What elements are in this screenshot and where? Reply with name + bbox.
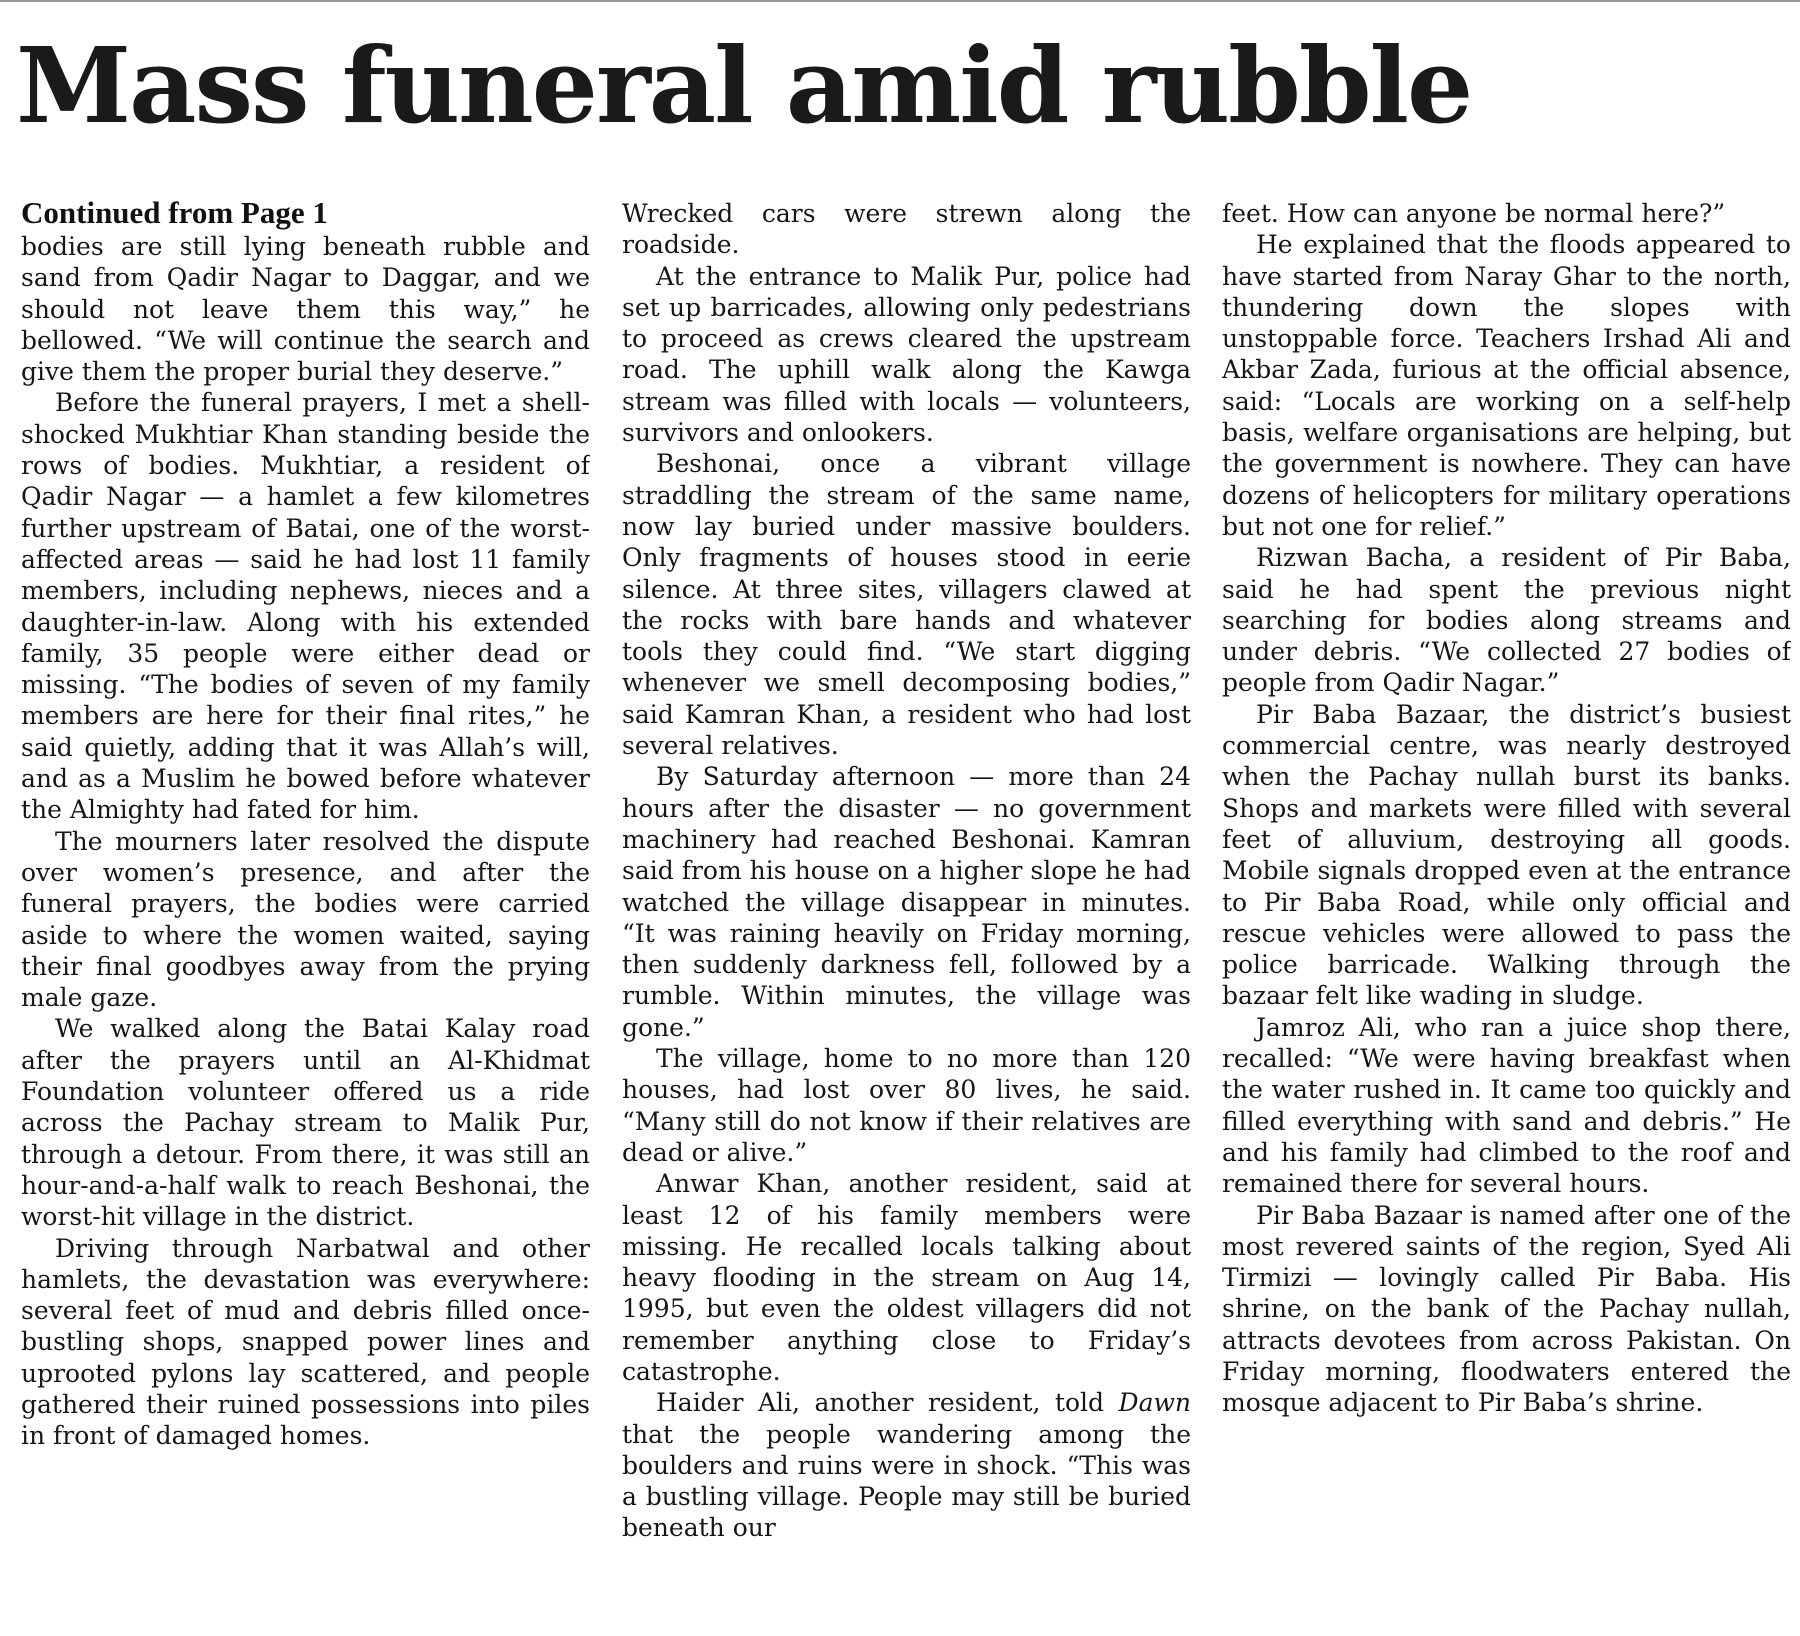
column-1 [21, 198, 590, 1630]
column-3 [1222, 198, 1791, 1630]
paragraph-text: that the people wandering among the boulders and ruins were in shock. “This was a bustling village. People may still be buried beneath our [622, 1419, 1191, 1543]
paragraph: Jamroz Ali, who ran a juice shop there, recalled: “We were having breakfast when the water rushed in. It came too quickly and filled everything with sand and debris.” He and his family had climbed to the roof and remained there for several hours. [1222, 1012, 1791, 1199]
paragraph-text: Haider Ali, another resident, told [656, 1388, 1119, 1418]
headline: Mass funeral amid rubble [16, 24, 1472, 147]
paragraph: Anwar Khan, another resident, said at least 12 of his family members were missing. He recalled locals talking about heavy flooding in the stream on Aug 14, 1995, but even the oldest villagers did not remember anything close to Friday’s catastrophe. [622, 1169, 1191, 1386]
column-2 [622, 198, 1191, 1630]
paragraph: We walked along the Batai Kalay road after the prayers until an Al-Khidmat Foundation volunteer offered us a ride across the Pachay stream to Malik Pur, through a detour. From there, it was still an hour-and-a-half walk to reach Beshonai, the worst-hit village in the district. [21, 1014, 590, 1232]
paragraph: feet. How can anyone be normal here?” [1222, 199, 1726, 228]
paragraph: Beshonai, once a vibrant village straddling the stream of the same name, now lay buried under massive boulders. Only fragments of houses stood in eerie silence. At three sites, villagers clawed at the rocks with bare hands and whatever tools they could find. “We start digging whenever we smell decomposing bodies,” said Kamran Khan, a resident who had lost several relatives. [622, 449, 1191, 761]
paragraph: Wrecked cars were strewn along the roadside. [622, 199, 1191, 260]
article-body [21, 198, 1791, 1630]
paragraph: Pir Baba Bazaar is named after one of the most revered saints of the region, Syed Ali Tirmizi — lovingly called Pir Baba. His shrine, on the bank of the Pachay nullah, attracts devotees from across Pakistan. On Friday morning, floodwaters entered the mosque adjacent to Pir Baba’s shrine. [1222, 1200, 1791, 1418]
paragraph: At the entrance to Malik Pur, police had set up barricades, allowing only pedestrians to proceed as crews cleared the upstream road. The uphill walk along the Kawga stream was filled with locals — volunteers, survivors and onlookers. [622, 261, 1191, 448]
paragraph: He explained that the floods appeared to have started from Naray Ghar to the north, thundering down the slopes with unstoppable force. Teachers Irshad Ali and Akbar Zada, furious at the official absence, said: “Locals are working on a self-help basis, welfare organisations are helping, but the government is nowhere. They can have dozens of helicopters for military operations but not one for relief.” [1222, 230, 1791, 541]
paragraph: The village, home to no more than 120 houses, had lost over 80 lives, he said. “Many still do not know if their relatives are dead or alive.” [622, 1044, 1191, 1167]
paragraph: Driving through Narbatwal and other hamlets, the devastation was everywhere: several feet of mud and debris filled once-bustling shops, snapped power lines and uprooted pylons lay scattered, and people gathered their ruined possessions into piles in front of damaged homes. [21, 1233, 590, 1451]
continued-from-kicker: Continued from Page 1 [21, 198, 328, 230]
paragraph [622, 1387, 1191, 1543]
paragraph: Before the funeral prayers, I met a shell-shocked Mukhtiar Khan standing beside the rows of bodies. Mukhtiar, a resident of Qadir Nagar — a hamlet a few kilometres further upstream of Batai, one of the worst-affected areas — said he had lost 11 family members, including nephews, nieces and a daughter-in-law. Along with his extended family, 35 people were either dead or missing. “The bodies of seven of my family members are here for their final rites,” he said quietly, adding that it was Allah’s will, and as a Muslim he bowed before whatever the Almighty had fated for him. [21, 388, 590, 825]
paragraph: The mourners later resolved the dispute over women’s presence, and after the funeral prayers, the bodies were carried aside to where the women waited, saying their final goodbyes away from the prying male gaze. [21, 826, 590, 1013]
paragraph: Pir Baba Bazaar, the district’s busiest commercial centre, was nearly destroyed when the Pachay nullah burst its banks. Shops and markets were filled with several feet of alluvium, destroying all goods. Mobile signals dropped even at the entrance to Pir Baba Road, while only official and rescue vehicles were allowed to pass the police barricade. Walking through the bazaar felt like wading in sludge. [1222, 699, 1791, 1011]
paragraph: By Saturday afternoon — more than 24 hours after the disaster — no government machinery had reached Beshonai. Kamran said from his house on a higher slope he had watched the village disappear in minutes. “It was raining heavily on Friday morning, then suddenly darkness fell, followed by a rumble. Within minutes, the village was gone.” [622, 762, 1191, 1042]
top-rule [0, 0, 1800, 2]
paragraph: Rizwan Bacha, a resident of Pir Baba, said he had spent the previous night searching for bodies along streams and under debris. “We collected 27 bodies of people from Qadir Nagar.” [1222, 543, 1791, 698]
paragraph: bodies are still lying beneath rubble and sand from Qadir Nagar to Daggar, and we should not leave them this way,” he bellowed. “We will continue the search and give them the proper burial they deserve.” [21, 232, 590, 387]
publication-name: Dawn [1118, 1388, 1191, 1418]
